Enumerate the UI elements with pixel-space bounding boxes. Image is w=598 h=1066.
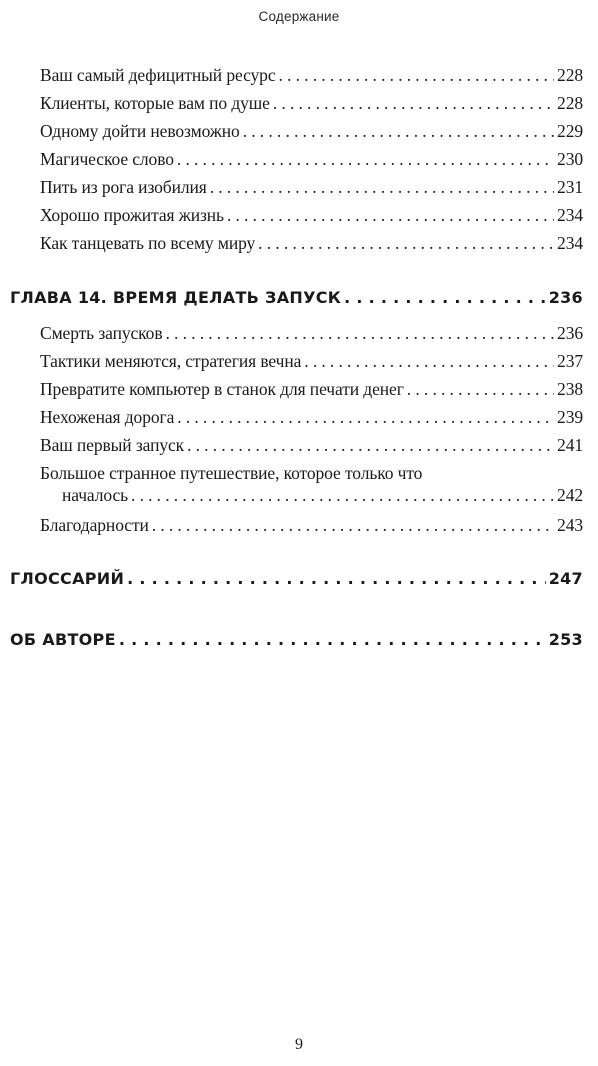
toc-entry-page: 242 — [557, 485, 583, 505]
toc-entry-title: Тактики меняются, стратегия вечна — [40, 351, 302, 371]
toc-entry-title: Магическое слово — [40, 149, 174, 169]
toc-entry[interactable] — [40, 148, 583, 170]
toc-chapter-title: ОБ АВТОРЕ — [10, 630, 116, 649]
toc-entry-title: Нехоженая дорога — [40, 407, 175, 427]
toc-entry-title: Одному дойти невозможно — [40, 121, 240, 141]
toc-chapter-page: 236 — [548, 288, 583, 307]
toc-entry[interactable] — [62, 484, 583, 506]
toc-entry-title: Хорошо прожитая жизнь — [40, 205, 224, 225]
toc-entry-title-line-2: началось — [62, 485, 129, 505]
toc-entry-title: Ваш первый запуск — [40, 435, 185, 455]
toc-entry[interactable] — [40, 514, 583, 536]
toc-entry-page: 231 — [557, 177, 583, 197]
toc-entry-page: 243 — [557, 515, 583, 535]
toc-entry-title: Ваш самый дефицитный ресурс — [40, 65, 276, 85]
toc-chapter-entry[interactable] — [10, 287, 583, 309]
toc-entry[interactable] — [40, 64, 583, 86]
dot-leader — [304, 350, 554, 372]
toc-entry[interactable] — [40, 350, 583, 372]
toc-entry[interactable] — [40, 176, 583, 198]
toc-entry-page: 228 — [557, 93, 583, 113]
toc-chapter-title: ГЛАВА 14. ВРЕМЯ ДЕЛАТЬ ЗАПУСК — [10, 288, 342, 307]
toc-entry-title: Благодарности — [40, 515, 149, 535]
toc-entry-page: 230 — [557, 149, 583, 169]
toc-entry[interactable] — [40, 120, 583, 142]
dot-leader — [243, 120, 554, 142]
dot-leader — [166, 322, 555, 344]
page-number: 9 — [295, 1036, 303, 1053]
dot-leader — [258, 232, 554, 254]
toc-entry-page: 241 — [557, 435, 583, 455]
toc-entry[interactable] — [40, 92, 583, 114]
running-head: Содержание — [258, 9, 340, 24]
toc-entry[interactable] — [40, 322, 583, 344]
toc-entry-title: Смерть запусков — [40, 323, 163, 343]
toc-entry[interactable] — [40, 406, 583, 428]
toc-entry[interactable] — [40, 204, 583, 226]
toc-chapter-title: ГЛОССАРИЙ — [10, 569, 125, 588]
toc-entry-page: 228 — [557, 65, 583, 85]
dot-leader — [227, 204, 554, 226]
toc-chapter-page: 247 — [548, 569, 583, 588]
toc-entry[interactable] — [40, 378, 583, 400]
dot-leader — [177, 148, 554, 170]
dot-leader — [127, 568, 546, 590]
toc-entry-page: 234 — [557, 233, 583, 253]
dot-leader — [131, 484, 554, 506]
toc-entry[interactable] — [40, 232, 583, 254]
toc-entry-page: 239 — [557, 407, 583, 427]
dot-leader — [273, 92, 554, 114]
toc-entry-title-line-1[interactable]: Большое странное путешествие, которое только что — [40, 463, 423, 483]
toc-entry-title: Клиенты, которые вам по душе — [40, 93, 270, 113]
toc-entry-page: 234 — [557, 205, 583, 225]
toc-entry-title: Как танцевать по всему миру — [40, 233, 256, 253]
toc-entry-title: Превратите компьютер в станок для печати денег — [40, 379, 404, 399]
toc-chapter-entry[interactable] — [10, 629, 583, 651]
toc-chapter-page: 253 — [548, 630, 583, 649]
toc-chapter-entry[interactable] — [10, 568, 583, 590]
toc-entry-title: Пить из рога изобилия — [40, 177, 207, 197]
dot-leader — [210, 176, 554, 198]
dot-leader — [177, 406, 554, 428]
toc-entry[interactable] — [40, 434, 583, 456]
dot-leader — [187, 434, 554, 456]
dot-leader — [152, 514, 554, 536]
toc-entry-page: 238 — [557, 379, 583, 399]
toc-entry-page: 236 — [557, 323, 583, 343]
dot-leader — [407, 378, 554, 400]
dot-leader — [279, 64, 555, 86]
toc-entry-page: 229 — [557, 121, 583, 141]
dot-leader — [119, 629, 546, 651]
toc-entry-page: 237 — [557, 351, 583, 371]
dot-leader — [344, 287, 546, 309]
